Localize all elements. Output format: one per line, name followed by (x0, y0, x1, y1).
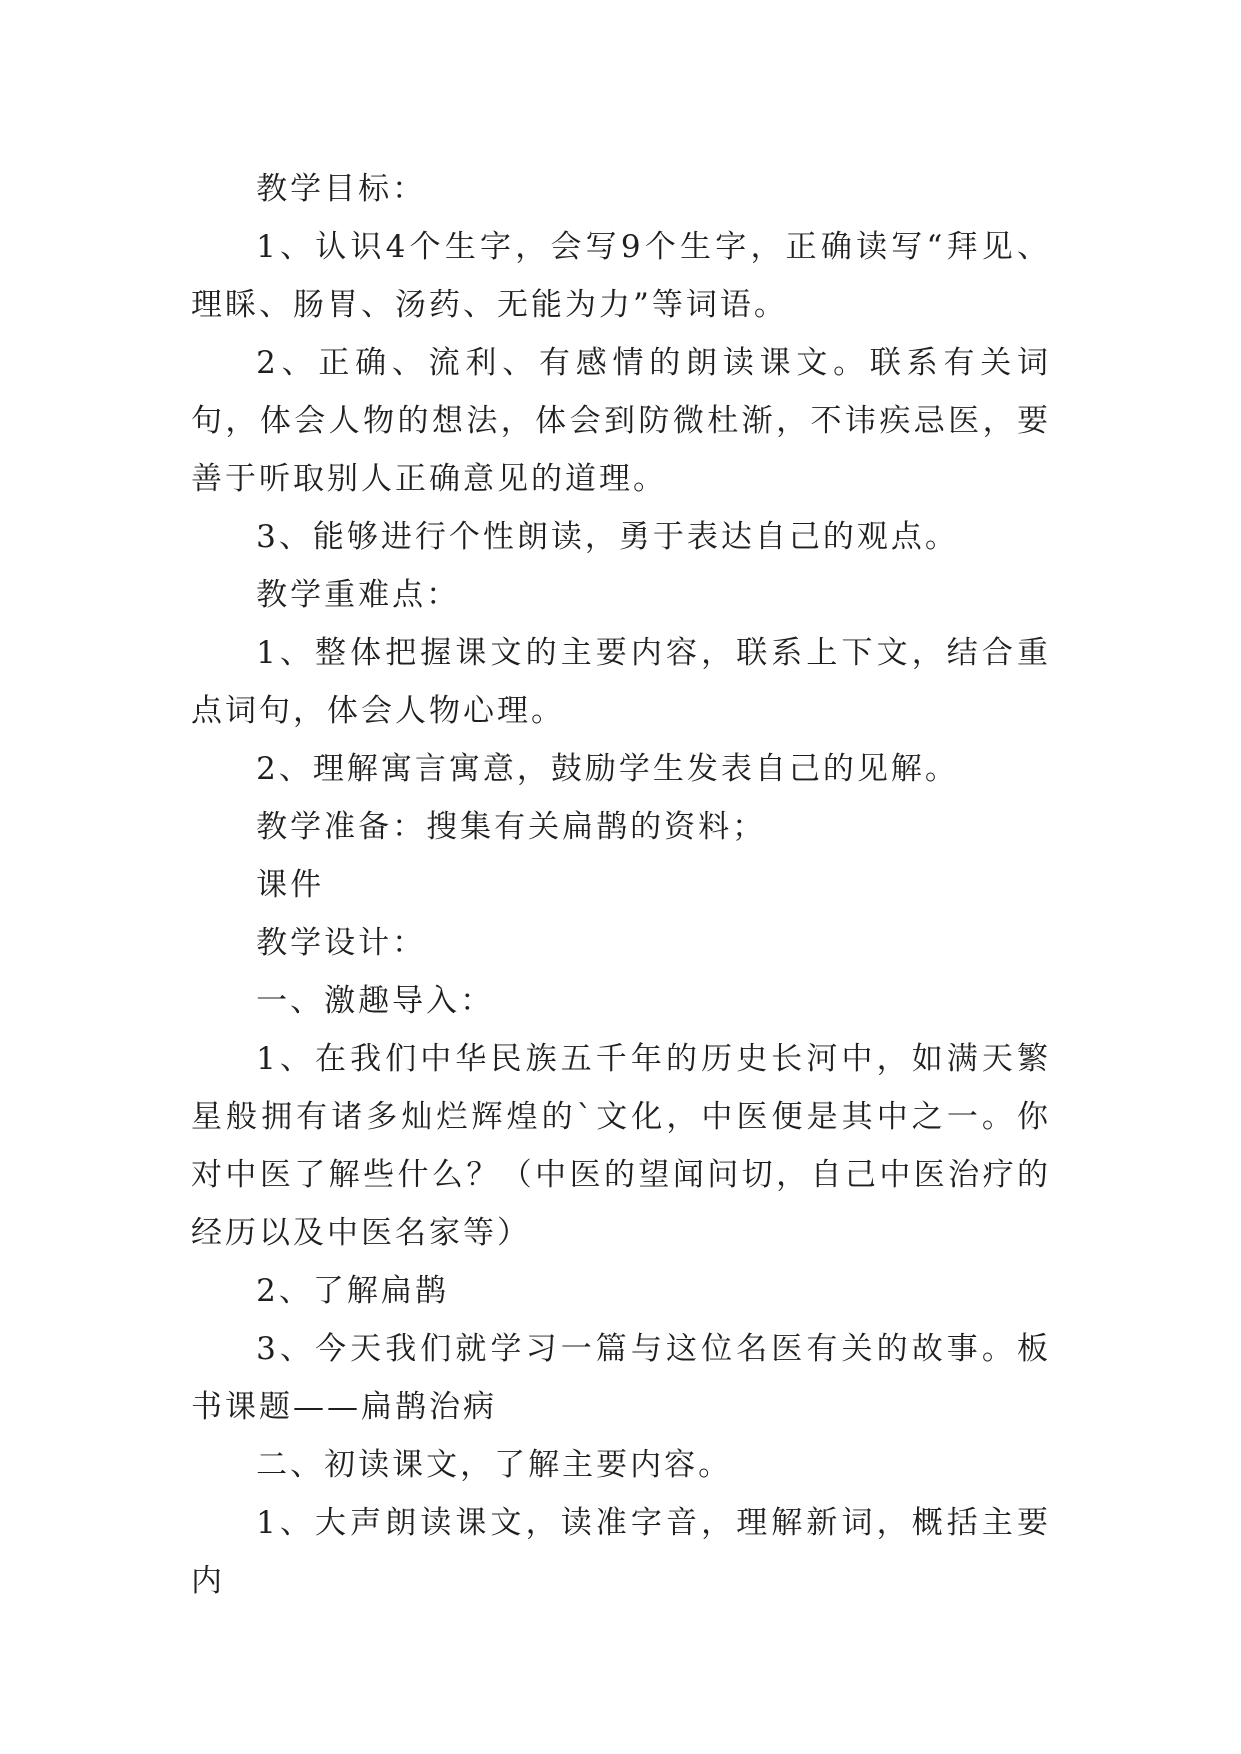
section-1-item-1: 1、在我们中华民族五千年的历史长河中，如满天繁星般拥有诸多灿烂辉煌的`文化，中医便是其中之一。你对中医了解些什么？（中医的望闻问切，自己中医治疗的经历以及中医名家等） (191, 1041, 1051, 1251)
section-1-heading: 一、激趣导入： (256, 983, 495, 1019)
document-body (191, 160, 1051, 1610)
section-1-item-2: 2、了解扁鹊 (256, 1273, 449, 1309)
section-2-item-1: 1、大声朗读课文，读准字音，理解新词，概括主要内 (191, 1505, 1051, 1599)
section-1-item-3: 3、今天我们就学习一篇与这位名医有关的故事。板书课题——扁鹊治病 (191, 1331, 1051, 1425)
objective-item-2: 2、正确、流利、有感情的朗读课文。联系有关词句，体会人物的想法，体会到防微杜渐，不讳疾忌医，要善于听取别人正确意见的道理。 (191, 345, 1051, 497)
courseware-line: 课件 (256, 867, 325, 903)
difficulty-item-2: 2、理解寓言寓意，鼓励学生发表自己的见解。 (256, 751, 959, 787)
heading-teaching-objectives: 教学目标： (256, 171, 427, 207)
objective-item-1: 1、认识4个生字，会写9个生字，正确读写“拜见、理睬、肠胃、汤药、无能为力”等词语。 (191, 229, 1051, 323)
teaching-preparation: 教学准备：搜集有关扁鹊的资料； (256, 809, 767, 845)
objective-item-3: 3、能够进行个性朗读，勇于表达自己的观点。 (256, 519, 959, 555)
difficulty-item-1: 1、整体把握课文的主要内容，联系上下文，结合重点词句，体会人物心理。 (191, 635, 1051, 729)
section-2-heading: 二、初读课文，了解主要内容。 (256, 1447, 733, 1483)
heading-key-difficulties: 教学重难点： (256, 577, 461, 613)
heading-teaching-design: 教学设计： (256, 925, 427, 961)
